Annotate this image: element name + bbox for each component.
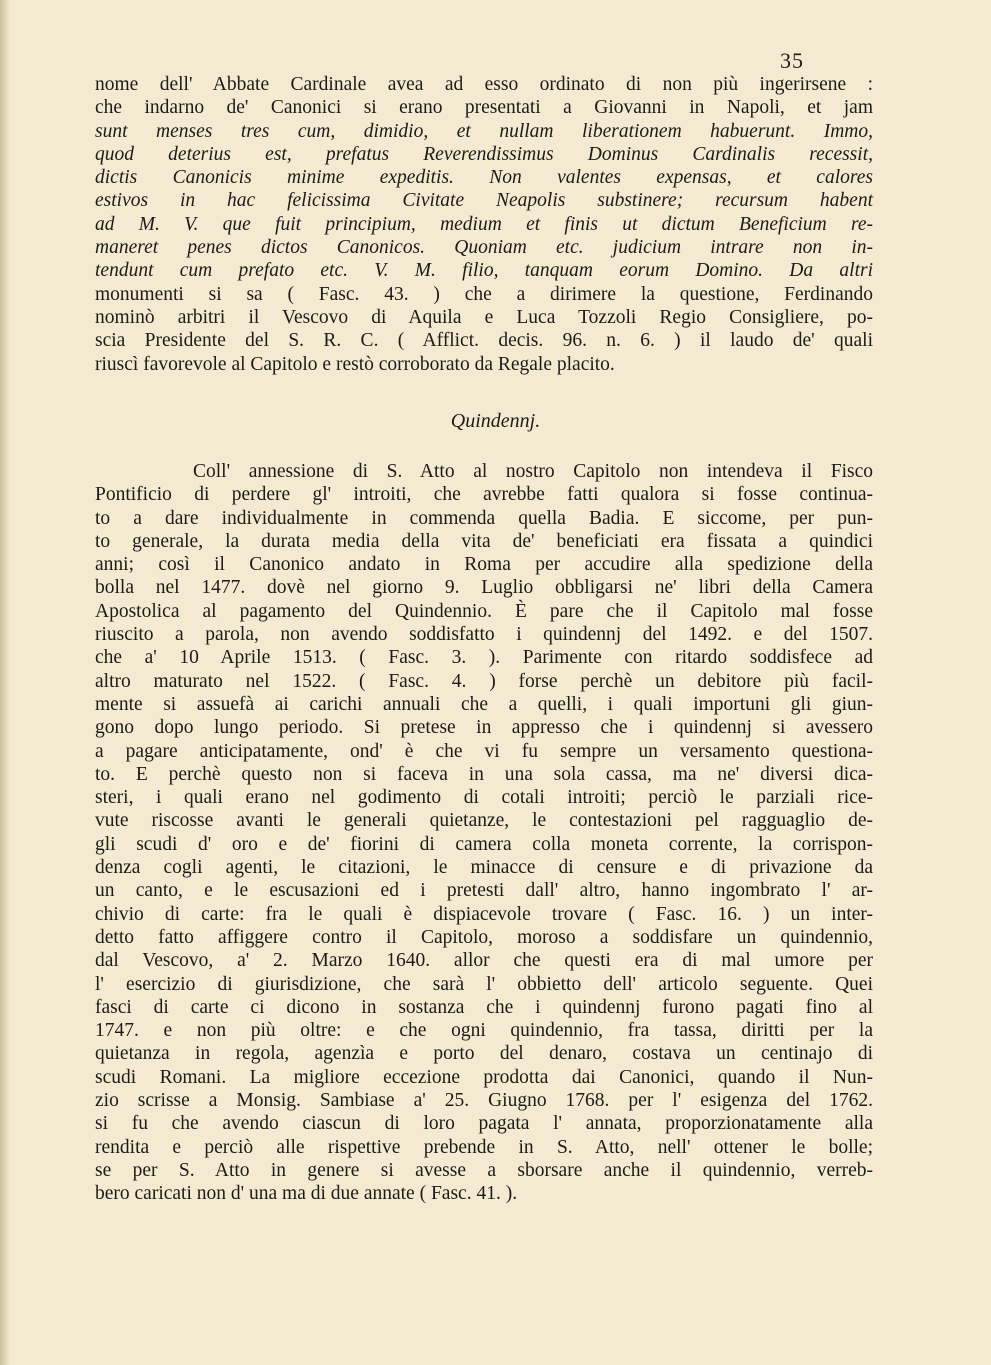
text-line: bero caricati non d' una ma di due annate ( Fasc. 41. ). — [95, 1183, 518, 1205]
text-line: mente si assuefà ai carichi annuali che a quelli, i quali importuni gli giun- — [95, 693, 873, 715]
text-line: altro maturato nel 1522. ( Fasc. 4. ) forse perchè un debitore più facil- — [95, 670, 873, 692]
text-line: steri, i quali erano nel godimento di cotali introiti; perciò le parziali rice- — [95, 787, 873, 809]
text-line: quietanza in regola, agenzìa e porto del denaro, costava un centinajo di — [95, 1043, 873, 1065]
text-line: che indarno de' Canonici si erano presentati a Giovanni in Napoli, et jam — [95, 97, 873, 119]
text-line: quod deterius est, prefatus Reverendissimus Dominus Cardinalis recessit, — [95, 143, 873, 165]
text-line: to generale, la durata media della vita de' beneficiati era fissata a quindici — [95, 530, 873, 552]
text-line: rendita e perciò alle rispettive prebende in S. Atto, nell' ottener le bolle; — [95, 1136, 873, 1158]
paragraph-1 — [95, 73, 873, 376]
text-line: Apostolica al pagamento del Quindennio. È pare che il Capitolo mal fosse — [95, 600, 873, 622]
text-line: to. E perchè questo non si faceva in una sola cassa, ma ne' diversi dica- — [95, 763, 873, 785]
text-line: sunt menses tres cum, dimidio, et nullam liberationem habuerunt. Immo, — [95, 120, 873, 142]
text-line: Pontificio di perdere gl' introiti, che avrebbe fatti qualora si fosse continua- — [95, 484, 873, 506]
text-line: anni; così il Canonico andato in Roma per accudire alla spedizione della — [95, 554, 873, 576]
text-line: se per S. Atto in genere si avesse a sborsare anche il quindennio, verreb- — [95, 1159, 873, 1181]
text-line: maneret penes dictos Canonicos. Quoniam etc. judicium intrare non in- — [95, 237, 873, 259]
text-line: l' esercizio di giurisdizione, che sarà l' obbietto dell' articolo seguente. Quei — [95, 973, 873, 995]
text-line: nome dell' Abbate Cardinale avea ad esso ordinato di non più ingerirsene : — [95, 74, 873, 95]
page-edge — [0, 0, 10, 1365]
text-line: riuscì favorevole al Capitolo e restò corroborato da Regale placito. — [95, 353, 615, 375]
page-number: 35 — [780, 48, 804, 73]
text-line: a pagare anticipatamente, ond' è che vi fu sempre un versamento questiona- — [95, 740, 873, 762]
text-line: fasci di carte ci dicono in sostanza che i quindennj furono pagati fino al — [95, 996, 873, 1018]
text-line: si fu che avendo ciascun di loro pagata l' annata, proporzionatamente alla — [95, 1113, 873, 1135]
text-line: 1747. e non più oltre: e che ogni quindennio, fra tassa, diritti per la — [95, 1020, 873, 1042]
text-line: estivos in hac felicissima Civitate Neapolis substinere; recursum habent — [95, 190, 873, 212]
text-line: Coll' annessione di S. Atto al nostro Capitolo non intendeva il Fisco — [193, 461, 873, 482]
text-line: scia Presidente del S. R. C. ( Afflict. decis. 96. n. 6. ) il laudo de' quali — [95, 330, 873, 352]
text-line: tendunt cum prefato etc. V. M. filio, tanquam eorum Domino. Da altri — [95, 260, 873, 282]
section-heading: Quindennj. — [450, 410, 541, 432]
text-line: dal Vescovo, a' 2. Marzo 1640. allor che questi era di mal umore per — [95, 950, 873, 972]
text-line: detto fatto affiggere contro il Capitolo, moroso a soddisfare un quindennio, — [95, 926, 873, 948]
text-line: scudi Romani. La migliore eccezione prodotta dai Canonici, quando il Nun- — [95, 1066, 873, 1088]
paragraph-2 — [95, 460, 873, 1206]
text-line: chivio di carte: fra le quali è dispiacevole trovare ( Fasc. 16. ) un inter- — [95, 903, 873, 925]
text-line: ad M. V. que fuit principium, medium et finis ut dictum Beneficium re- — [95, 213, 873, 235]
text-line: dictis Canonicis minime expeditis. Non valentes expensas, et calores — [95, 167, 873, 189]
text-line: bolla nel 1477. dovè nel giorno 9. Luglio obbligarsi ne' libri della Camera — [95, 577, 873, 599]
text-line: denza cogli agenti, le citazioni, le minacce di censure e di privazione da — [95, 857, 873, 879]
text-line: un canto, e le escusazioni ed i pretesti dall' altro, hanno ingombrato l' ar- — [95, 880, 873, 902]
text-line: to a dare individualmente in commenda quella Badia. E siccome, per pun- — [95, 507, 873, 529]
text-line: nominò arbitri il Vescovo di Aquila e Luca Tozzoli Regio Consigliere, po- — [95, 306, 873, 328]
text-line: gli scudi d' oro e de' fiorini di camera colla moneta corrente, la corrispon- — [95, 833, 873, 855]
text-line: gono dopo lungo periodo. Si pretese in appresso che i quindennj si avessero — [95, 717, 873, 739]
text-line: zio scrisse a Monsig. Sambiase a' 25. Giugno 1768. per l' esigenza del 1762. — [95, 1090, 873, 1112]
text-line: vute riscosse avanti le generali quietanze, le contestazioni pel ragguaglio de- — [95, 810, 873, 832]
text-line: che a' 10 Aprile 1513. ( Fasc. 3. ). Parimente con ritardo soddisfece ad — [95, 647, 873, 669]
text-line: monumenti si sa ( Fasc. 43. ) che a dirimere la questione, Ferdinando — [95, 283, 873, 305]
text-line: riuscito a parola, non avendo soddisfatto i quindennj del 1492. e del 1507. — [95, 624, 873, 646]
